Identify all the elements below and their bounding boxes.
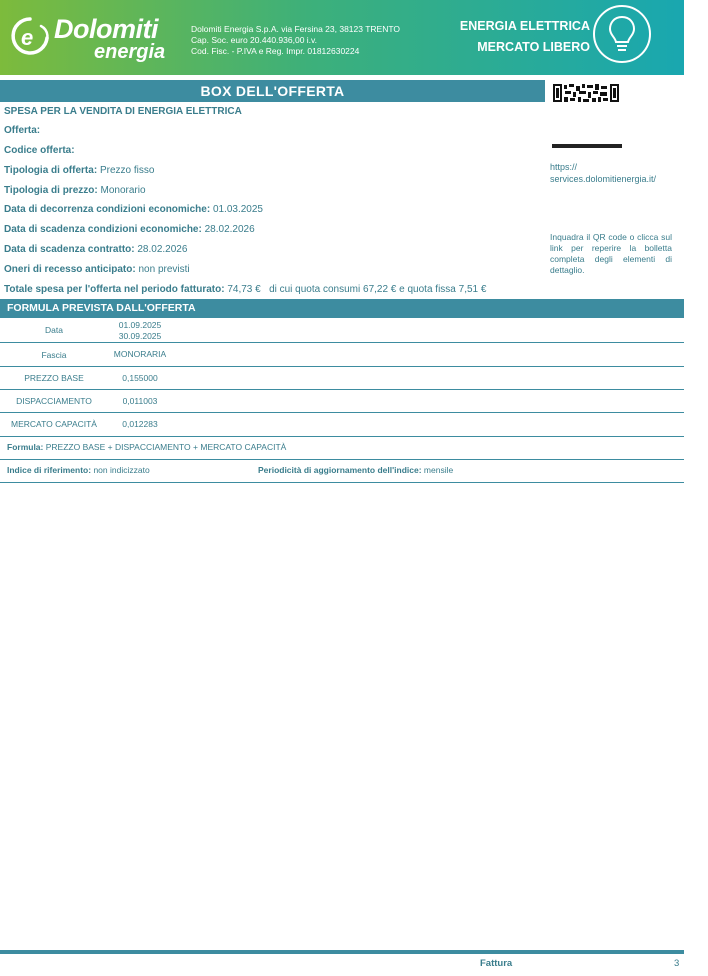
- formula-value: PREZZO BASE + DISPACCIAMENTO + MERCATO CAPACITÀ: [45, 442, 287, 452]
- box-title: BOX DELL'OFFERTA: [0, 80, 545, 102]
- date-to: 30.09.2025: [118, 331, 162, 341]
- component-value: 0,012283: [122, 419, 158, 429]
- periodicity-value: mensile: [423, 465, 454, 475]
- header-banner: [0, 0, 684, 75]
- offer-field: [4, 244, 187, 255]
- periodicity-label: Periodicità di aggiornamento dell'indice:: [258, 465, 422, 475]
- field-label: Oneri di recesso anticipato:: [4, 264, 136, 275]
- formula-expression: [7, 442, 286, 452]
- market-line: MERCATO LIBERO: [477, 40, 590, 54]
- logo-e-icon: [10, 16, 50, 56]
- qr-link[interactable]: [550, 161, 680, 185]
- field-value: non previsti: [138, 264, 190, 275]
- field-label: Offerta:: [4, 125, 41, 136]
- company-line: Cod. Fisc. - P.IVA e Reg. Impr. 01812630224: [191, 46, 360, 56]
- index-row: [0, 460, 684, 483]
- index-info: [7, 465, 150, 475]
- section-title: SPESA PER LA VENDITA DI ENERGIA ELETTRICA: [4, 106, 242, 117]
- field-value: 28.02.2026: [137, 244, 188, 255]
- date-from: 01.09.2025: [118, 320, 162, 330]
- component-value: 0,011003: [122, 396, 158, 406]
- field-value: Monorario: [100, 185, 146, 196]
- offer-field: [4, 125, 40, 136]
- periodicity-info: [258, 465, 453, 475]
- field-label: Tipologia di prezzo:: [4, 185, 98, 196]
- company-line: Dolomiti Energia S.p.A. via Fersina 23, 38123 TRENTO: [191, 24, 400, 34]
- qr-link-line[interactable]: services.dolomitienergia.it/: [550, 174, 657, 184]
- formula-label: Formula:: [7, 442, 44, 452]
- field-value: 01.03.2025: [212, 204, 263, 215]
- footer-doc-label: Fattura: [480, 958, 513, 969]
- fascia-label: Fascia: [41, 350, 67, 360]
- offer-field: [4, 224, 255, 235]
- field-value: Prezzo fisso: [99, 165, 155, 176]
- footer-divider: [0, 950, 684, 954]
- component-label: MERCATO CAPACITÀ: [11, 419, 97, 429]
- formula-component-row: [0, 413, 684, 437]
- total-label: Totale spesa per l'offerta nel periodo fatturato:: [4, 284, 225, 295]
- total-expense: [4, 284, 486, 295]
- formula-component-row: [0, 367, 684, 390]
- brand-logo: [10, 10, 180, 65]
- qr-caption-bar: [552, 144, 622, 148]
- formula-component-row: [0, 390, 684, 413]
- formula-row-date: [0, 318, 684, 343]
- market-line: ENERGIA ELETTRICA: [459, 19, 590, 33]
- formula-expression-row: [0, 437, 684, 460]
- total-detail: di cui quota consumi 67,22 € e quota fissa 7,51 €: [269, 284, 487, 295]
- field-label: Codice offerta:: [4, 145, 75, 156]
- brand-name: Dolomiti: [54, 14, 158, 44]
- page-number: 3: [674, 958, 680, 969]
- field-value: 28.02.2026: [204, 224, 255, 235]
- index-label: Indice di riferimento:: [7, 465, 92, 475]
- qr-code[interactable]: [552, 83, 620, 103]
- field-label: Data di scadenza contratto:: [4, 244, 135, 255]
- field-label: Data di decorrenza condizioni economiche:: [4, 204, 211, 215]
- offer-field: [4, 264, 190, 275]
- field-label: Data di scadenza condizioni economiche:: [4, 224, 202, 235]
- svg-text:e: e: [21, 25, 34, 50]
- formula-row-fascia: [0, 343, 684, 367]
- brand-subname: energia: [94, 41, 166, 63]
- company-info: [191, 24, 400, 57]
- qr-link-line[interactable]: https://: [550, 162, 578, 172]
- offer-field: [4, 165, 154, 176]
- offer-field: [4, 145, 75, 156]
- qr-hint-text: Inquadra il QR code o clicca sul link per reperire la bolletta completa degli elementi di dettaglio.: [550, 232, 672, 275]
- formula-title: FORMULA PREVISTA DALL'OFFERTA: [0, 299, 684, 318]
- component-value: 0,155000: [122, 373, 158, 383]
- company-line: Cap. Soc. euro 20.440.936,00 i.v.: [191, 35, 318, 45]
- component-label: DISPACCIAMENTO: [16, 396, 92, 406]
- market-label: [440, 16, 590, 58]
- fascia-value: MONORARIA: [113, 349, 167, 359]
- field-label: Tipologia di offerta:: [4, 165, 98, 176]
- lightbulb-icon: [592, 4, 652, 64]
- offer-field: [4, 204, 263, 215]
- date-label: Data: [45, 325, 63, 335]
- component-label: PREZZO BASE: [24, 373, 84, 383]
- offer-field: [4, 185, 146, 196]
- total-value: 74,73 €: [227, 284, 261, 295]
- index-value: non indicizzato: [93, 465, 150, 475]
